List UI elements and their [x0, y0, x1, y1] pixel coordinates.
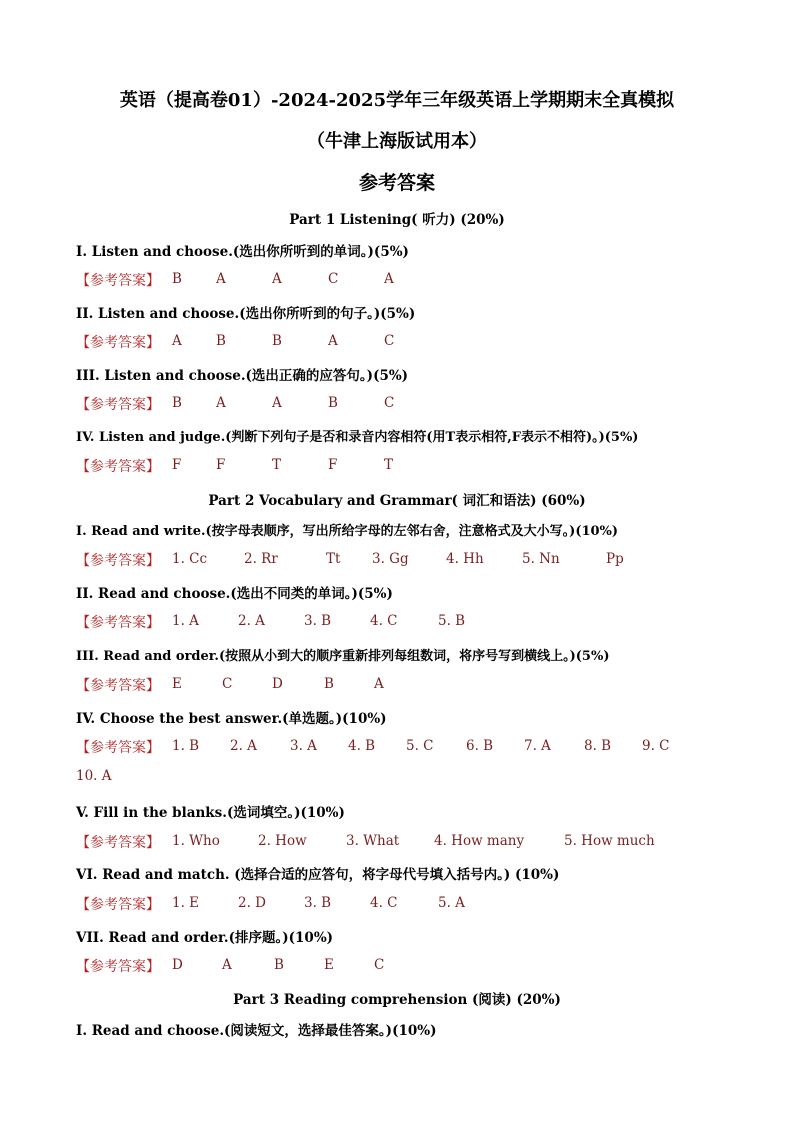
- answer-value: 5. A: [438, 895, 465, 911]
- answer-value: 2. How: [258, 833, 307, 849]
- section-heading: II. Listen and choose.(选出你所听到的句子。)(5%): [76, 306, 416, 322]
- section-heading: III. Read and order.(按照从小到大的顺序重新排列每组数词，将序号写到横线上。)(5%): [76, 649, 610, 664]
- section-heading: IV. Listen and judge.(判断下列句子是否和录音内容相符(用T表示相符,F表示不相符)。)(5%): [76, 430, 639, 445]
- answer-value: 2. Rr: [244, 551, 278, 567]
- answer-value: F: [328, 457, 338, 473]
- answer-tag: 【参考答案】: [76, 273, 160, 289]
- answer-value: 3. B: [304, 613, 332, 629]
- answer-key-heading: 参考答案: [358, 172, 435, 194]
- answer-value: C: [328, 271, 339, 287]
- answer-value: 2. D: [238, 895, 266, 911]
- answer-tag: 【参考答案】: [76, 615, 160, 631]
- answer-value: 1. B: [172, 738, 200, 754]
- answer-value: A: [328, 333, 338, 349]
- section-heading: VI. Read and match. (选择合适的应答句，将字母代号填入括号内。) (10%): [76, 867, 560, 883]
- answer-value: 3. B: [304, 895, 332, 911]
- part-1-heading: Part 1 Listening( 听力) (20%): [289, 212, 505, 228]
- section-heading: II. Read and choose.(选出不同类的单词。)(5%): [76, 586, 393, 602]
- answer-value: 4. Hh: [446, 551, 484, 567]
- answer-value: 5. Nn: [522, 551, 560, 567]
- answer-value: 4. C: [370, 895, 398, 911]
- answer-value: 1. E: [172, 895, 200, 911]
- answer-value: 7. A: [524, 738, 551, 754]
- answer-row: [76, 612, 466, 632]
- answer-row: [76, 737, 670, 757]
- answer-row: [76, 270, 394, 290]
- answer-value: T: [384, 457, 394, 473]
- answer-tag: 【参考答案】: [76, 397, 160, 413]
- section-heading: III. Listen and choose.(选出正确的应答句。)(5%): [76, 368, 409, 384]
- section-heading: I. Read and choose.(阅读短文，选择最佳答案。)(10%): [76, 1023, 437, 1039]
- answer-tag: 【参考答案】: [76, 678, 160, 694]
- answer-row: [76, 894, 465, 914]
- part-2-heading: Part 2 Vocabulary and Grammar( 词汇和语法) (60%): [208, 493, 586, 509]
- answer-value: C: [384, 333, 395, 349]
- answer-row: [76, 550, 624, 570]
- answer-value: 3. What: [346, 833, 400, 849]
- answer-value: B: [272, 333, 282, 349]
- answer-value: E: [172, 676, 182, 692]
- answer-value: 1. Cc: [172, 551, 208, 567]
- section-heading: V. Fill in the blanks.(选词填空。)(10%): [76, 805, 345, 821]
- answer-value: Pp: [606, 551, 624, 567]
- answer-row: [76, 332, 395, 352]
- answer-value: 8. B: [584, 738, 612, 754]
- answer-tag: 【参考答案】: [76, 459, 160, 475]
- answer-value: B: [274, 957, 284, 973]
- section-heading: VII. Read and order.(排序题。)(10%): [76, 930, 334, 946]
- answer-value: 1. A: [172, 613, 199, 629]
- answer-tag: 【参考答案】: [76, 959, 160, 975]
- answer-value: C: [222, 676, 233, 692]
- answer-value: F: [172, 457, 182, 473]
- answer-value: 6. B: [466, 738, 494, 754]
- answer-value: 4. B: [348, 738, 376, 754]
- document-subtitle: （牛津上海版试用本）: [307, 131, 487, 152]
- answer-value: 1. Who: [172, 833, 220, 849]
- answer-value: A: [216, 271, 226, 287]
- answer-value: 4. C: [370, 613, 398, 629]
- answer-value: A: [222, 957, 232, 973]
- answer-value: B: [216, 333, 226, 349]
- answer-value: 5. B: [438, 613, 466, 629]
- answer-row: [76, 832, 655, 852]
- answer-tag: 【参考答案】: [76, 335, 160, 351]
- answer-value: C: [374, 957, 385, 973]
- answer-tag: 【参考答案】: [76, 740, 160, 756]
- answer-row: [76, 675, 384, 695]
- document-title: 英语（提高卷01）-2024-2025学年三年级英语上学期期末全真模拟: [119, 90, 675, 111]
- answer-tag: 【参考答案】: [76, 835, 160, 851]
- answer-value: A: [374, 676, 384, 692]
- answer-value: T: [272, 457, 282, 473]
- answer-value: 3. Gg: [372, 551, 409, 567]
- answer-value: A: [172, 333, 182, 349]
- section-heading: I. Read and write.(按字母表顺序，写出所给字母的左邻右舍，注意格式及大小写。)(10%): [76, 524, 619, 539]
- answer-value: 5. C: [406, 738, 434, 754]
- answer-value: B: [324, 676, 334, 692]
- answer-row: [76, 956, 385, 976]
- section-heading: I. Listen and choose.(选出你所听到的单词。)(5%): [76, 244, 409, 260]
- answer-value: B: [172, 395, 182, 411]
- answer-value: A: [384, 271, 394, 287]
- answer-value: 2. A: [238, 613, 265, 629]
- answer-row: [76, 394, 395, 414]
- answer-value: C: [384, 395, 395, 411]
- answer-value: 5. How much: [564, 833, 655, 849]
- answer-value: 3. A: [290, 738, 317, 754]
- answer-value: F: [216, 457, 226, 473]
- answer-value: D: [172, 957, 183, 973]
- answer-tag: 【参考答案】: [76, 897, 160, 913]
- answer-value: 9. C: [642, 738, 670, 754]
- answer-value: 4. How many: [434, 833, 525, 849]
- answer-value: A: [216, 395, 226, 411]
- answer-value: Tt: [326, 551, 341, 567]
- answer-value: B: [328, 395, 338, 411]
- answer-value: D: [272, 676, 283, 692]
- answer-value: A: [272, 395, 282, 411]
- part-3-heading: Part 3 Reading comprehension (阅读) (20%): [233, 992, 561, 1008]
- answer-row: [76, 456, 394, 476]
- answer-continuation: 10. A: [76, 768, 112, 784]
- answer-value: A: [272, 271, 282, 287]
- answer-tag: 【参考答案】: [76, 553, 160, 569]
- answer-value: 2. A: [230, 738, 257, 754]
- answer-value: E: [324, 957, 334, 973]
- section-heading: IV. Choose the best answer.(单选题。)(10%): [76, 711, 387, 727]
- answer-value: B: [172, 271, 182, 287]
